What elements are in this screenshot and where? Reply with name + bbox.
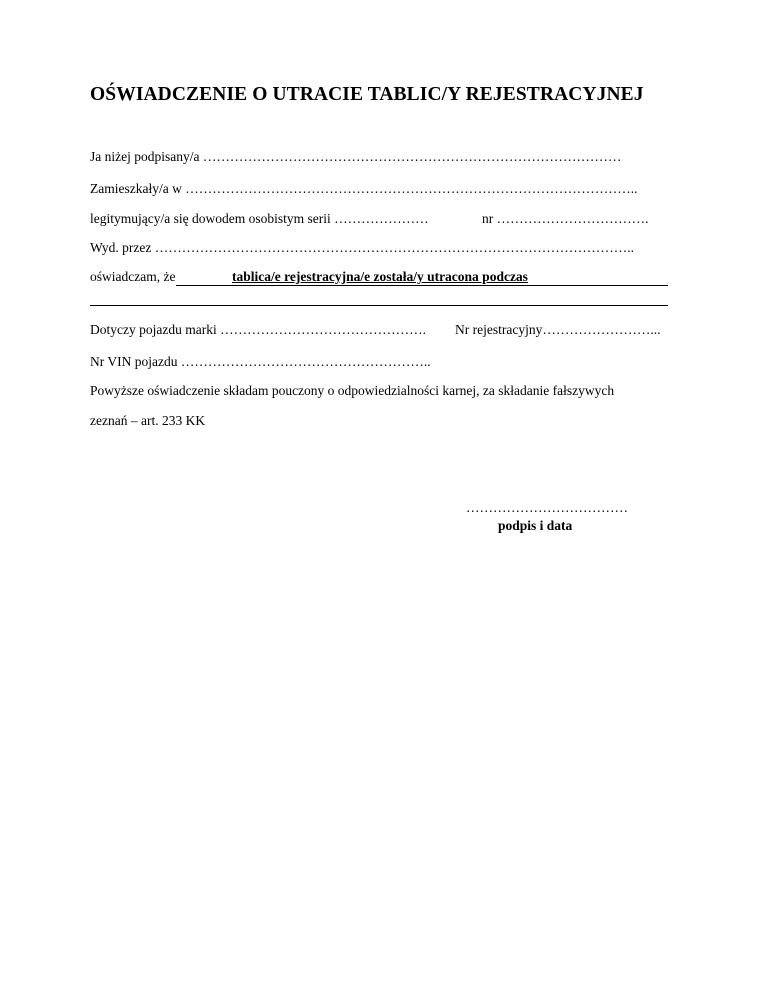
blank-fill-rule	[90, 305, 668, 306]
statement-line-1: Powyższe oświadczenie składam pouczony o odpowiedzialności karnej, za składanie fałszywych	[90, 383, 615, 398]
declaration-label: oświadczam, że	[90, 269, 176, 284]
signature-dots: ………………………………	[466, 500, 628, 515]
address-line: Zamieszkały/a w ………………………………………………………………………………………..	[90, 181, 638, 196]
signer-name-line: Ja niżej podpisany/a …………………………………………………………………………………	[90, 149, 622, 164]
declaration-line	[90, 269, 668, 287]
vin-line: Nr VIN pojazdu ………………………………………………..	[90, 354, 431, 369]
id-series-field: legitymujący/a się dowodem osobistym serii …………………	[90, 211, 429, 226]
vehicle-make-field: Dotyczy pojazdu marki ……………………………………….	[90, 322, 426, 337]
id-number-field: nr …………………………….	[482, 211, 649, 226]
signature-label: podpis i data	[498, 518, 573, 533]
vehicle-line	[90, 322, 670, 338]
id-document-line	[90, 211, 670, 227]
issued-by-line: Wyd. przez ……………………………………………………………………………………………..	[90, 240, 635, 255]
declaration-text: tablica/e rejestracyjna/e została/y utracona podczas	[232, 269, 528, 284]
statement-line-2: zeznań – art. 233 KK	[90, 413, 206, 428]
document-title: OŚWIADCZENIE O UTRACIE TABLIC/Y REJESTRACYJNEJ	[90, 84, 644, 105]
registration-number-field: Nr rejestracyjny……………………...	[455, 322, 661, 337]
